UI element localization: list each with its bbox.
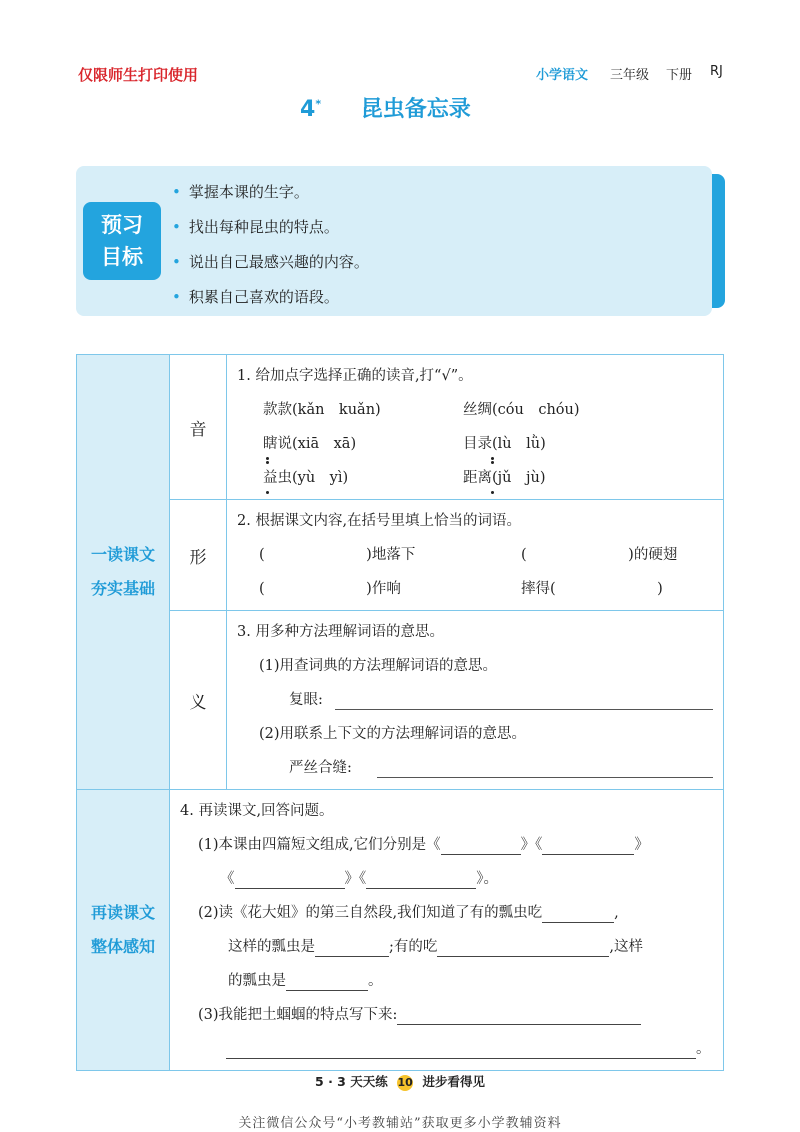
q1-option[interactable]: 距离(jǔ jù) <box>463 470 546 486</box>
form-label: 形 <box>170 500 227 611</box>
lesson-number: 4 <box>300 97 316 122</box>
q3-word1: 复眼: <box>289 692 323 708</box>
q4-1-end: 》 <box>634 837 649 853</box>
q2-blank[interactable]: ( )地落下 <box>259 547 416 563</box>
goal-item: • 掌握本课的生字。 <box>172 176 369 211</box>
page-number: 10 <box>397 1076 413 1089</box>
section1-title <box>77 355 170 790</box>
goal-item: • 找出每种昆虫的特点。 <box>172 211 369 246</box>
q4-3-line1 <box>180 998 713 1032</box>
lesson-mark: * <box>315 97 322 111</box>
answer-blank[interactable] <box>542 836 634 855</box>
answer-blank[interactable] <box>315 938 389 957</box>
q4-1-text: (1)本课由四篇短文组成,它们分别是《 <box>198 837 441 853</box>
q3-word2: 严丝合缝: <box>289 760 352 776</box>
q4-2-text: 这样的瓢虫是 <box>228 939 315 955</box>
emphasis-dot <box>266 491 269 494</box>
q2-row <box>237 572 713 606</box>
q4-1-open: 《 <box>220 871 235 887</box>
q4-1-sep: 》《 <box>520 837 543 853</box>
print-notice: 仅限师生打印使用 <box>78 66 199 84</box>
section1-title-line1: 一读课文 <box>90 545 155 564</box>
q4-3-text: (3)我能把土蝈蝈的特点写下来: <box>198 1007 398 1023</box>
goals-label <box>83 202 161 280</box>
q2-row <box>237 538 713 572</box>
bottom-note: 关注微信公众号“小考教辅站”获取更多小学教辅资料 <box>238 1116 562 1131</box>
q1-option[interactable]: 款款(kǎn kuǎn) <box>263 402 381 418</box>
reading-exercise <box>170 790 724 1071</box>
q4-2-text: 的瓢虫是 <box>228 973 286 989</box>
q1-option[interactable]: 益虫(yù yì) <box>263 470 349 486</box>
q2-blank[interactable]: 摔得( ) <box>521 581 663 597</box>
meaning-label: 义 <box>170 611 227 790</box>
exercise-table <box>76 354 724 1071</box>
q1-option[interactable]: 丝绸(cóu chóu) <box>463 402 580 418</box>
goals-label-line2: 目标 <box>101 245 143 269</box>
q4-1-line2 <box>180 862 713 896</box>
goals-label-line1: 预习 <box>101 213 143 237</box>
sound-label: 音 <box>170 355 227 500</box>
q1-row <box>237 461 713 495</box>
q4-2-line1 <box>180 896 713 930</box>
q4-2-text: (2)读《花大姐》的第三自然段,我们知道了有的瓢虫吃 <box>198 905 543 921</box>
emphasis-dot <box>266 457 269 460</box>
answer-blank[interactable] <box>441 836 521 855</box>
term-label: 下册 <box>666 68 693 83</box>
q1-row <box>237 393 713 427</box>
answer-blank[interactable] <box>286 972 368 991</box>
answer-blank[interactable] <box>235 870 345 889</box>
sound-exercise <box>227 355 724 500</box>
goal-item: • 说出自己最感兴趣的内容。 <box>172 246 369 281</box>
q3-prompt: 3. 用多种方法理解词语的意思。 <box>237 624 444 640</box>
q1-option[interactable]: 目录(lù lǜ) <box>463 436 546 452</box>
q4-2-text: ;有的吃 <box>389 939 438 955</box>
q3-sub2: (2)用联系上下文的方法理解词语的意思。 <box>259 726 527 742</box>
q4-2-line2 <box>180 930 713 964</box>
emphasis-dot <box>491 457 494 460</box>
answer-line[interactable] <box>335 709 713 710</box>
answer-blank[interactable] <box>397 1006 641 1025</box>
goal-item: • 积累自己喜欢的语段。 <box>172 281 369 316</box>
q4-1-sep: 》《 <box>344 871 367 887</box>
lesson-name: 昆虫备忘录 <box>360 97 471 122</box>
grade-label: 三年级 <box>610 68 650 83</box>
answer-blank[interactable] <box>542 904 614 923</box>
q2-blank[interactable]: ( )的硬翅 <box>521 547 678 563</box>
q4-2-text: ,这样 <box>609 939 643 955</box>
answer-blank[interactable] <box>366 870 476 889</box>
q1-row <box>237 427 713 461</box>
footer-series: 5 · 3 天天练 <box>315 1074 388 1089</box>
q3-word1-row <box>237 683 713 717</box>
goals-list <box>172 176 369 316</box>
q3-word2-row <box>237 751 713 785</box>
q2-blank[interactable]: ( )作响 <box>259 581 401 597</box>
edition-label: RJ <box>710 64 723 79</box>
q3-sub1: (1)用查词典的方法理解词语的意思。 <box>259 658 498 674</box>
q4-3-line2 <box>180 1032 713 1066</box>
q4-1-close: 》。 <box>476 871 498 887</box>
emphasis-dot <box>491 461 494 464</box>
answer-blank[interactable] <box>437 938 609 957</box>
form-exercise <box>227 500 724 611</box>
q4-2-line3 <box>180 964 713 998</box>
section2-title <box>77 790 170 1071</box>
q4-prompt: 4. 再读课文,回答问题。 <box>180 803 334 819</box>
emphasis-dot <box>266 461 269 464</box>
q1-prompt: 1. 给加点字选择正确的读音,打“√”。 <box>237 368 473 384</box>
subject-label: 小学语文 <box>536 68 589 83</box>
answer-line[interactable] <box>377 777 713 778</box>
q4-3-period: 。 <box>696 1041 711 1057</box>
section2-title-line1: 再读课文 <box>90 903 155 922</box>
page-footer <box>0 1072 800 1091</box>
q4-1-line1 <box>180 828 713 862</box>
q1-option[interactable]: 瞎说(xiā xā) <box>263 436 357 452</box>
goals-tab-decoration <box>712 174 725 308</box>
footer-slogan: 进步看得见 <box>422 1074 485 1089</box>
section1-title-line2: 夯实基础 <box>90 579 155 598</box>
section2-title-line2: 整体感知 <box>90 937 155 956</box>
meaning-exercise <box>227 611 724 790</box>
q2-prompt: 2. 根据课文内容,在括号里填上恰当的词语。 <box>237 513 522 529</box>
q4-2-comma: , <box>614 905 619 921</box>
lesson-title <box>300 92 471 123</box>
answer-blank[interactable] <box>226 1040 696 1059</box>
q4-2-period: 。 <box>368 973 383 989</box>
emphasis-dot <box>491 491 494 494</box>
